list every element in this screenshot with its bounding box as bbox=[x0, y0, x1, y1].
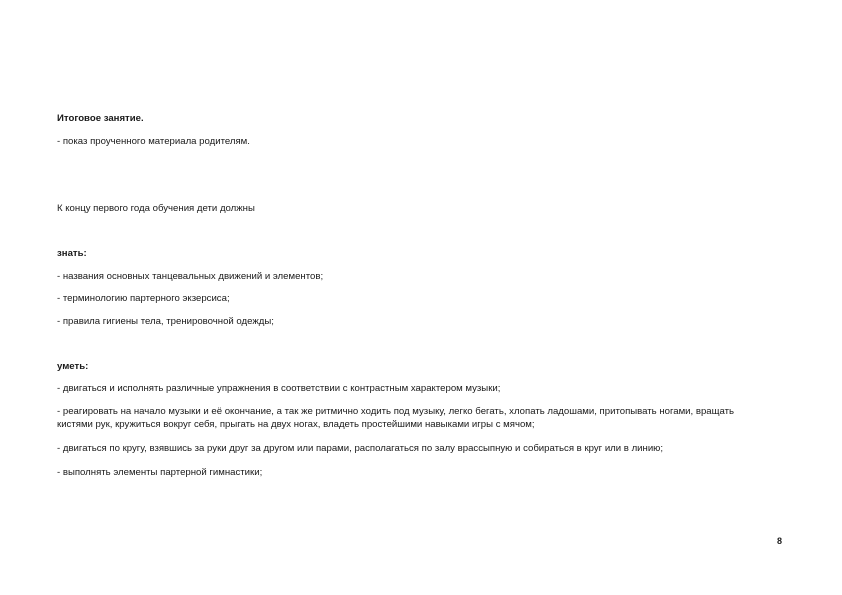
know-item: - терминологию партерного экзерсиса; bbox=[57, 293, 230, 304]
can-heading: уметь: bbox=[57, 361, 89, 372]
page-number: 8 bbox=[777, 536, 783, 546]
final-lesson-heading: Итоговое занятие. bbox=[57, 113, 144, 124]
can-item: - выполнять элементы партерной гимнастики; bbox=[57, 467, 263, 478]
know-item: - правила гигиены тела, тренировочной одежды; bbox=[57, 316, 274, 327]
can-item: - двигаться и исполнять различные упражнения в соответствии с контрастным характером музыки; bbox=[57, 383, 501, 394]
can-item: - реагировать на начало музыки и её окончание, а так же ритмично ходить под музыку, легко бегать, хлопать ладошами, притопывать ногами, вращать кистями рук, кружиться вокруг себя, прыгать на двух ногах, владеть простейшими навыками игры с мячом; bbox=[57, 406, 735, 430]
know-item: - названия основных танцевальных движений и элементов; bbox=[57, 271, 324, 282]
final-lesson-item: - показ проученного материала родителям. bbox=[57, 136, 250, 147]
intro-text: К концу первого года обучения дети должны bbox=[57, 203, 255, 214]
know-heading: знать: bbox=[57, 248, 87, 259]
can-item: - двигаться по кругу, взявшись за руки друг за другом или парами, располагаться по залу врассыпную и собираться в круг или в линию; bbox=[57, 443, 664, 454]
